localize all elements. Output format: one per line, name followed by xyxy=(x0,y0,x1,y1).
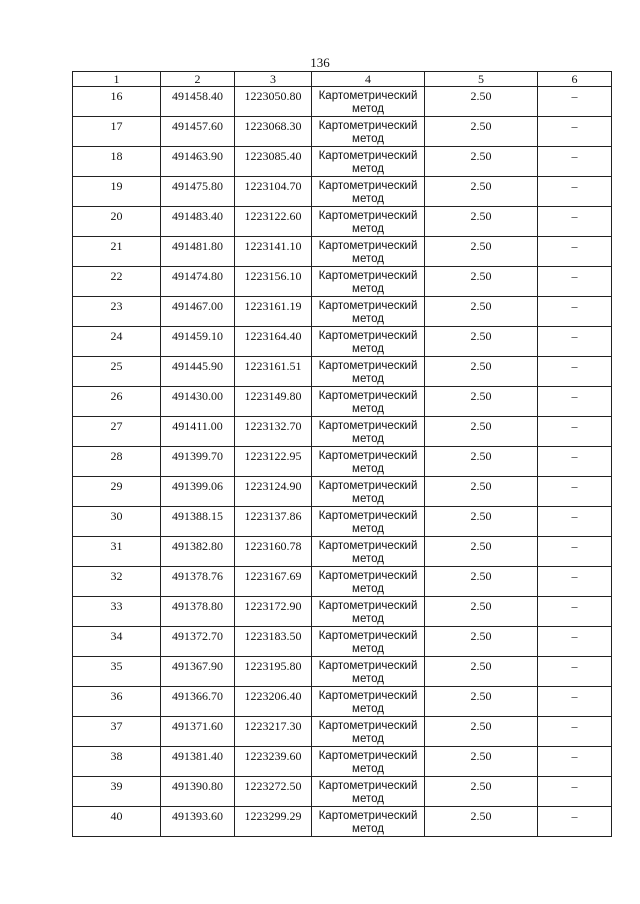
x-coordinate-cell: 491459.10 xyxy=(161,327,235,357)
column-header: 6 xyxy=(538,72,612,87)
method-line-1: Картометрический xyxy=(318,270,418,282)
method-cell xyxy=(312,147,425,177)
x-coordinate-cell: 491458.40 xyxy=(161,87,235,117)
y-coordinate-cell: 1223160.78 xyxy=(235,537,312,567)
description-cell: – xyxy=(538,447,612,477)
x-coordinate-cell: 491367.90 xyxy=(161,657,235,687)
method-line-1: Картометрический xyxy=(318,660,418,672)
method-line-2: метод xyxy=(352,613,384,625)
method-line-2: метод xyxy=(352,763,384,775)
x-coordinate-cell: 491463.90 xyxy=(161,147,235,177)
point-number-cell: 38 xyxy=(73,747,161,777)
method-cell xyxy=(312,477,425,507)
description-cell: – xyxy=(538,687,612,717)
x-coordinate-cell: 491399.06 xyxy=(161,477,235,507)
method-cell xyxy=(312,87,425,117)
method-line-2: метод xyxy=(352,253,384,265)
point-number-cell: 33 xyxy=(73,597,161,627)
method-line-1: Картометрический xyxy=(318,480,418,492)
point-number-cell: 22 xyxy=(73,267,161,297)
point-number-cell: 26 xyxy=(73,387,161,417)
y-coordinate-cell: 1223167.69 xyxy=(235,567,312,597)
method-line-2: метод xyxy=(352,313,384,325)
method-line-2: метод xyxy=(352,223,384,235)
point-number-cell: 31 xyxy=(73,537,161,567)
table-body xyxy=(73,87,612,837)
method-line-1: Картометрический xyxy=(318,420,418,432)
accuracy-cell: 2.50 xyxy=(425,807,538,837)
point-number-cell: 21 xyxy=(73,237,161,267)
accuracy-cell: 2.50 xyxy=(425,327,538,357)
method-cell xyxy=(312,597,425,627)
table-row xyxy=(73,807,612,837)
method-cell xyxy=(312,447,425,477)
accuracy-cell: 2.50 xyxy=(425,417,538,447)
description-cell: – xyxy=(538,237,612,267)
table-row xyxy=(73,597,612,627)
method-cell xyxy=(312,807,425,837)
y-coordinate-cell: 1223161.19 xyxy=(235,297,312,327)
method-line-1: Картометрический xyxy=(318,810,418,822)
y-coordinate-cell: 1223156.10 xyxy=(235,267,312,297)
method-cell xyxy=(312,207,425,237)
method-cell xyxy=(312,267,425,297)
method-line-2: метод xyxy=(352,463,384,475)
method-line-1: Картометрический xyxy=(318,240,418,252)
y-coordinate-cell: 1223239.60 xyxy=(235,747,312,777)
table-row xyxy=(73,387,612,417)
method-cell xyxy=(312,687,425,717)
table-row xyxy=(73,267,612,297)
method-line-2: метод xyxy=(352,823,384,835)
method-line-2: метод xyxy=(352,583,384,595)
accuracy-cell: 2.50 xyxy=(425,507,538,537)
method-line-1: Картометрический xyxy=(318,750,418,762)
table-row xyxy=(73,627,612,657)
method-line-1: Картометрический xyxy=(318,210,418,222)
table-row xyxy=(73,657,612,687)
point-number-cell: 17 xyxy=(73,117,161,147)
table-row xyxy=(73,567,612,597)
x-coordinate-cell: 491388.15 xyxy=(161,507,235,537)
x-coordinate-cell: 491393.60 xyxy=(161,807,235,837)
method-line-2: метод xyxy=(352,643,384,655)
description-cell: – xyxy=(538,327,612,357)
y-coordinate-cell: 1223217.30 xyxy=(235,717,312,747)
table-row xyxy=(73,297,612,327)
accuracy-cell: 2.50 xyxy=(425,177,538,207)
table-row xyxy=(73,687,612,717)
description-cell: – xyxy=(538,657,612,687)
method-line-2: метод xyxy=(352,523,384,535)
column-header: 4 xyxy=(312,72,425,87)
accuracy-cell: 2.50 xyxy=(425,87,538,117)
method-cell xyxy=(312,657,425,687)
table-row xyxy=(73,717,612,747)
accuracy-cell: 2.50 xyxy=(425,627,538,657)
accuracy-cell: 2.50 xyxy=(425,477,538,507)
description-cell: – xyxy=(538,597,612,627)
method-line-1: Картометрический xyxy=(318,150,418,162)
method-line-2: метод xyxy=(352,553,384,565)
accuracy-cell: 2.50 xyxy=(425,777,538,807)
x-coordinate-cell: 491457.60 xyxy=(161,117,235,147)
method-cell xyxy=(312,237,425,267)
y-coordinate-cell: 1223206.40 xyxy=(235,687,312,717)
accuracy-cell: 2.50 xyxy=(425,267,538,297)
x-coordinate-cell: 491390.80 xyxy=(161,777,235,807)
method-cell xyxy=(312,297,425,327)
method-line-1: Картометрический xyxy=(318,180,418,192)
x-coordinate-cell: 491371.60 xyxy=(161,717,235,747)
x-coordinate-cell: 491474.80 xyxy=(161,267,235,297)
accuracy-cell: 2.50 xyxy=(425,747,538,777)
description-cell: – xyxy=(538,627,612,657)
method-line-2: метод xyxy=(352,373,384,385)
method-line-2: метод xyxy=(352,733,384,745)
method-line-1: Картометрический xyxy=(318,720,418,732)
accuracy-cell: 2.50 xyxy=(425,447,538,477)
method-line-2: метод xyxy=(352,343,384,355)
method-cell xyxy=(312,777,425,807)
method-line-2: метод xyxy=(352,193,384,205)
accuracy-cell: 2.50 xyxy=(425,537,538,567)
y-coordinate-cell: 1223172.90 xyxy=(235,597,312,627)
y-coordinate-cell: 1223104.70 xyxy=(235,177,312,207)
page-number: 136 xyxy=(310,55,330,70)
point-number-cell: 25 xyxy=(73,357,161,387)
y-coordinate-cell: 1223141.10 xyxy=(235,237,312,267)
point-number-cell: 18 xyxy=(73,147,161,177)
method-cell xyxy=(312,117,425,147)
method-line-2: метод xyxy=(352,673,384,685)
description-cell: – xyxy=(538,537,612,567)
method-cell xyxy=(312,567,425,597)
accuracy-cell: 2.50 xyxy=(425,147,538,177)
description-cell: – xyxy=(538,477,612,507)
description-cell: – xyxy=(538,567,612,597)
method-line-2: метод xyxy=(352,133,384,145)
table-row xyxy=(73,357,612,387)
table-row xyxy=(73,177,612,207)
table-row xyxy=(73,537,612,567)
method-line-1: Картометрический xyxy=(318,630,418,642)
point-number-cell: 16 xyxy=(73,87,161,117)
accuracy-cell: 2.50 xyxy=(425,357,538,387)
x-coordinate-cell: 491399.70 xyxy=(161,447,235,477)
point-number-cell: 32 xyxy=(73,567,161,597)
coordinates-table xyxy=(72,71,612,837)
description-cell: – xyxy=(538,207,612,237)
method-line-2: метод xyxy=(352,433,384,445)
x-coordinate-cell: 491366.70 xyxy=(161,687,235,717)
y-coordinate-cell: 1223149.80 xyxy=(235,387,312,417)
y-coordinate-cell: 1223195.80 xyxy=(235,657,312,687)
accuracy-cell: 2.50 xyxy=(425,237,538,267)
point-number-cell: 30 xyxy=(73,507,161,537)
method-line-1: Картометрический xyxy=(318,780,418,792)
method-line-1: Картометрический xyxy=(318,450,418,462)
description-cell: – xyxy=(538,777,612,807)
x-coordinate-cell: 491378.80 xyxy=(161,597,235,627)
x-coordinate-cell: 491445.90 xyxy=(161,357,235,387)
method-line-2: метод xyxy=(352,103,384,115)
method-line-1: Картометрический xyxy=(318,90,418,102)
point-number-cell: 19 xyxy=(73,177,161,207)
table-row xyxy=(73,207,612,237)
point-number-cell: 34 xyxy=(73,627,161,657)
description-cell: – xyxy=(538,807,612,837)
table-row xyxy=(73,447,612,477)
column-header: 2 xyxy=(161,72,235,87)
table-row xyxy=(73,777,612,807)
table-row xyxy=(73,477,612,507)
point-number-cell: 23 xyxy=(73,297,161,327)
point-number-cell: 39 xyxy=(73,777,161,807)
y-coordinate-cell: 1223137.86 xyxy=(235,507,312,537)
method-line-2: метод xyxy=(352,493,384,505)
y-coordinate-cell: 1223164.40 xyxy=(235,327,312,357)
column-header: 5 xyxy=(425,72,538,87)
method-line-1: Картометрический xyxy=(318,390,418,402)
method-line-1: Картометрический xyxy=(318,540,418,552)
y-coordinate-cell: 1223272.50 xyxy=(235,777,312,807)
method-line-2: метод xyxy=(352,793,384,805)
y-coordinate-cell: 1223299.29 xyxy=(235,807,312,837)
table-row xyxy=(73,417,612,447)
description-cell: – xyxy=(538,357,612,387)
method-cell xyxy=(312,327,425,357)
point-number-cell: 28 xyxy=(73,447,161,477)
description-cell: – xyxy=(538,87,612,117)
x-coordinate-cell: 491382.80 xyxy=(161,537,235,567)
y-coordinate-cell: 1223122.95 xyxy=(235,447,312,477)
accuracy-cell: 2.50 xyxy=(425,207,538,237)
y-coordinate-cell: 1223124.90 xyxy=(235,477,312,507)
accuracy-cell: 2.50 xyxy=(425,657,538,687)
x-coordinate-cell: 491372.70 xyxy=(161,627,235,657)
point-number-cell: 40 xyxy=(73,807,161,837)
method-line-1: Картометрический xyxy=(318,690,418,702)
accuracy-cell: 2.50 xyxy=(425,717,538,747)
y-coordinate-cell: 1223132.70 xyxy=(235,417,312,447)
description-cell: – xyxy=(538,177,612,207)
accuracy-cell: 2.50 xyxy=(425,297,538,327)
x-coordinate-cell: 491381.40 xyxy=(161,747,235,777)
method-line-1: Картометрический xyxy=(318,510,418,522)
table-row xyxy=(73,327,612,357)
table-row xyxy=(73,87,612,117)
y-coordinate-cell: 1223050.80 xyxy=(235,87,312,117)
x-coordinate-cell: 491475.80 xyxy=(161,177,235,207)
description-cell: – xyxy=(538,147,612,177)
x-coordinate-cell: 491411.00 xyxy=(161,417,235,447)
method-line-1: Картометрический xyxy=(318,360,418,372)
column-header: 3 xyxy=(235,72,312,87)
point-number-cell: 29 xyxy=(73,477,161,507)
point-number-cell: 36 xyxy=(73,687,161,717)
y-coordinate-cell: 1223085.40 xyxy=(235,147,312,177)
table-header-row xyxy=(73,72,612,87)
table-row xyxy=(73,117,612,147)
method-cell xyxy=(312,747,425,777)
method-cell xyxy=(312,387,425,417)
y-coordinate-cell: 1223122.60 xyxy=(235,207,312,237)
description-cell: – xyxy=(538,297,612,327)
description-cell: – xyxy=(538,117,612,147)
method-line-1: Картометрический xyxy=(318,300,418,312)
accuracy-cell: 2.50 xyxy=(425,567,538,597)
accuracy-cell: 2.50 xyxy=(425,597,538,627)
method-line-1: Картометрический xyxy=(318,120,418,132)
description-cell: – xyxy=(538,717,612,747)
table-row xyxy=(73,147,612,177)
method-line-2: метод xyxy=(352,703,384,715)
table-row xyxy=(73,747,612,777)
x-coordinate-cell: 491430.00 xyxy=(161,387,235,417)
method-line-2: метод xyxy=(352,163,384,175)
x-coordinate-cell: 491483.40 xyxy=(161,207,235,237)
y-coordinate-cell: 1223068.30 xyxy=(235,117,312,147)
method-line-1: Картометрический xyxy=(318,330,418,342)
y-coordinate-cell: 1223161.51 xyxy=(235,357,312,387)
method-cell xyxy=(312,717,425,747)
method-line-2: метод xyxy=(352,403,384,415)
point-number-cell: 37 xyxy=(73,717,161,747)
method-cell xyxy=(312,357,425,387)
point-number-cell: 35 xyxy=(73,657,161,687)
x-coordinate-cell: 491467.00 xyxy=(161,297,235,327)
method-cell xyxy=(312,177,425,207)
table-row xyxy=(73,237,612,267)
method-cell xyxy=(312,417,425,447)
point-number-cell: 27 xyxy=(73,417,161,447)
method-line-1: Картометрический xyxy=(318,600,418,612)
accuracy-cell: 2.50 xyxy=(425,687,538,717)
method-cell xyxy=(312,507,425,537)
table-row xyxy=(73,507,612,537)
column-header: 1 xyxy=(73,72,161,87)
method-line-1: Картометрический xyxy=(318,570,418,582)
accuracy-cell: 2.50 xyxy=(425,387,538,417)
x-coordinate-cell: 491481.80 xyxy=(161,237,235,267)
description-cell: – xyxy=(538,387,612,417)
method-cell xyxy=(312,537,425,567)
point-number-cell: 24 xyxy=(73,327,161,357)
y-coordinate-cell: 1223183.50 xyxy=(235,627,312,657)
method-line-2: метод xyxy=(352,283,384,295)
method-cell xyxy=(312,627,425,657)
description-cell: – xyxy=(538,507,612,537)
x-coordinate-cell: 491378.76 xyxy=(161,567,235,597)
description-cell: – xyxy=(538,747,612,777)
description-cell: – xyxy=(538,267,612,297)
point-number-cell: 20 xyxy=(73,207,161,237)
description-cell: – xyxy=(538,417,612,447)
accuracy-cell: 2.50 xyxy=(425,117,538,147)
